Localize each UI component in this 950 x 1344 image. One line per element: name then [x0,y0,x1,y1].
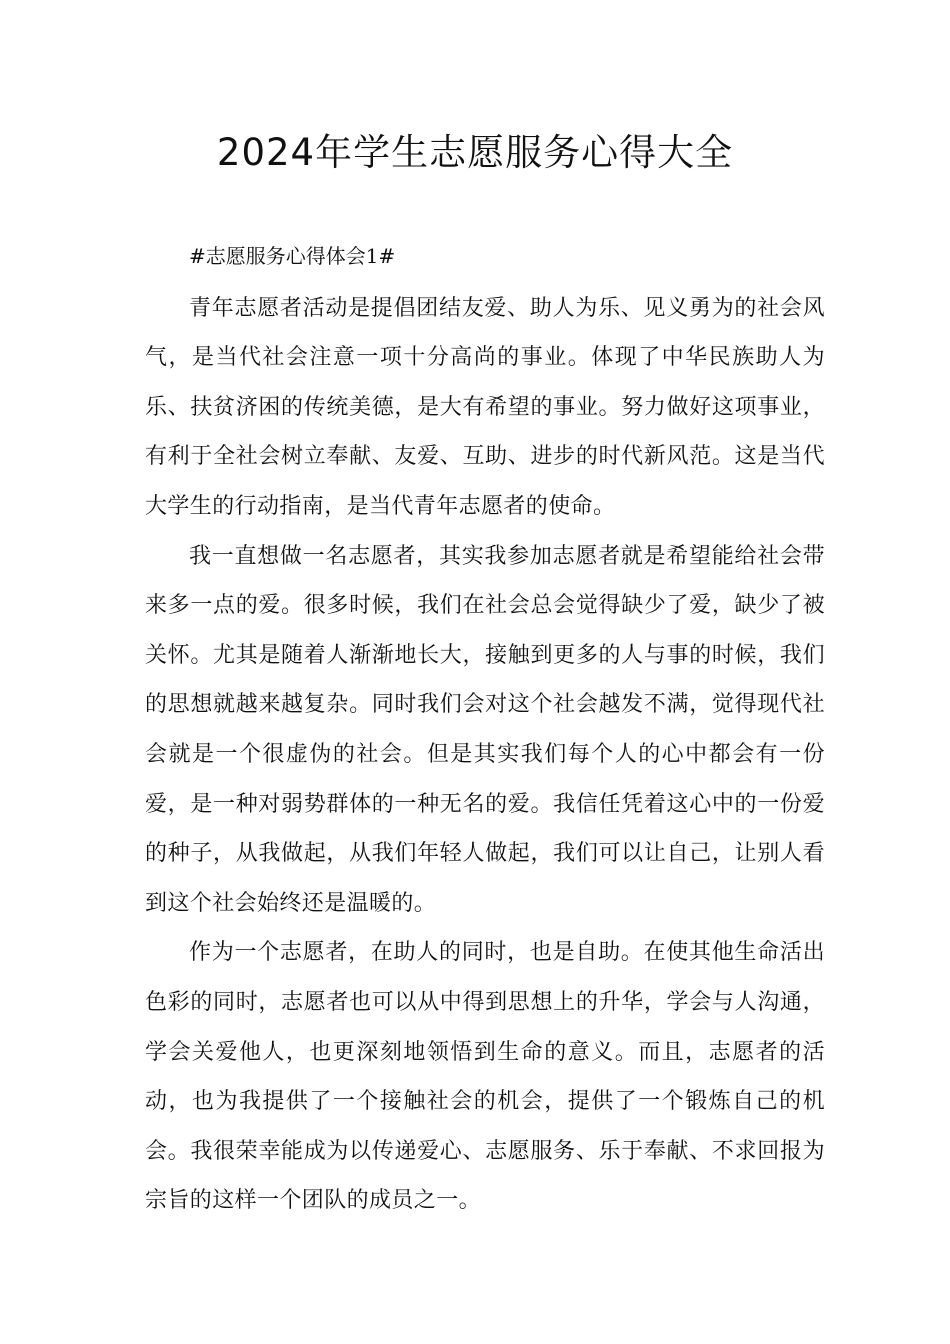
document-title: 2024年学生志愿服务心得大全 [216,131,734,174]
section-heading: #志愿服务心得体会1# [189,244,396,268]
paragraph-1: 青年志愿者活动是提倡团结友爱、助人为乐、见义勇为的社会风气，是当代社会注意一项十分高尚的事业。体现了中华民族助人为乐、扶贫济困的传统美德，是大有希望的事业。努力做好这项事业，有利于全社会树立奉献、友爱、互助、进步的时代新风范。这是当代大学生的行动指南，是当代青年志愿者的使命。 [145,295,825,519]
paragraph-3: 作为一个志愿者，在助人的同时，也是自助。在使其他生命活出色彩的同时，志愿者也可以从中得到思想上的升华，学会与人沟通，学会关爱他人，也更深刻地领悟到生命的意义。而且，志愿者的活动，也为我提供了一个接触社会的机会，提供了一个锻炼自己的机会。我很荣幸能成为以传递爱心、志愿服务、乐于奉献、不求回报为宗旨的这样一个团队的成员之一。 [145,940,825,1214]
paragraph-2: 我一直想做一名志愿者，其实我参加志愿者就是希望能给社会带来多一点的爱。很多时候，我们在社会总会觉得缺少了爱，缺少了被关怀。尤其是随着人渐渐地长大，接触到更多的人与事的时候，我们的思想就越来越复杂。同时我们会对这个社会越发不满，觉得现代社会就是一个很虚伪的社会。但是其实我们每个人的心中都会有一份爱，是一种对弱势群体的一种无名的爱。我信任凭着这心中的一份爱的种子，从我做起，从我们年轻人做起，我们可以让自己，让别人看到这个社会始终还是温暖的。 [145,543,825,916]
document-body [145,232,825,1226]
